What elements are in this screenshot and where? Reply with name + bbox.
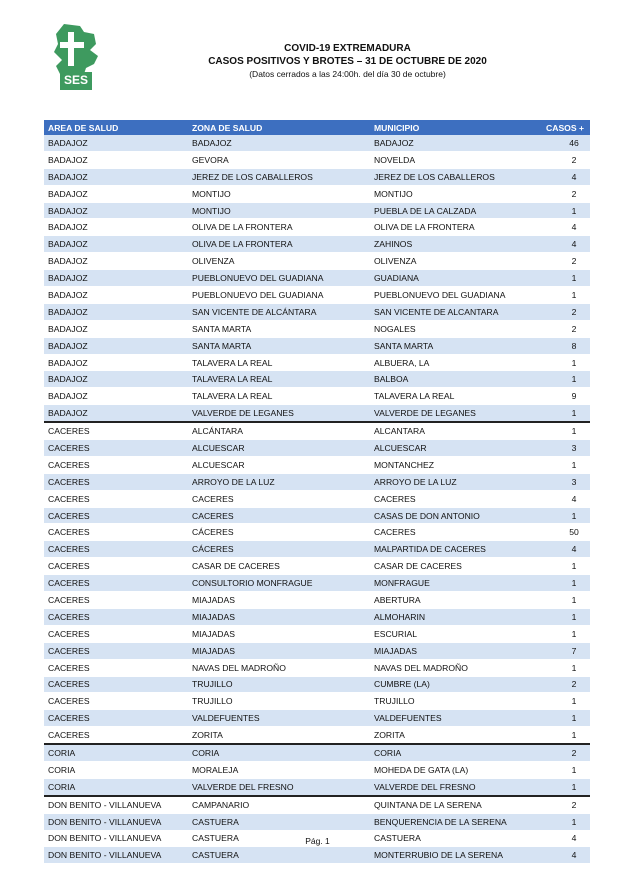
cell-area: CACERES — [44, 710, 188, 727]
cell-zona: BADAJOZ — [188, 135, 370, 151]
table-row — [44, 320, 590, 337]
cell-casos: 1 — [540, 727, 590, 744]
cell-casos: 1 — [540, 710, 590, 727]
cell-zona: CACERES — [188, 490, 370, 507]
cell-zona: SANTA MARTA — [188, 320, 370, 337]
cell-zona: VALVERDE DE LEGANES — [188, 405, 370, 422]
cell-municipio: CASAS DE DON ANTONIO — [370, 507, 540, 524]
column-header-casos: CASOS + — [540, 120, 590, 135]
cell-area: BADAJOZ — [44, 219, 188, 236]
cell-municipio: VALVERDE DEL FRESNO — [370, 778, 540, 795]
cell-area: BADAJOZ — [44, 253, 188, 270]
cell-zona: CORIA — [188, 744, 370, 761]
cell-zona: GEVORA — [188, 151, 370, 168]
cell-municipio: SANTA MARTA — [370, 337, 540, 354]
cell-zona: CONSULTORIO MONFRAGUE — [188, 575, 370, 592]
column-header-area: AREA DE SALUD — [44, 120, 188, 135]
table-row — [44, 236, 590, 253]
cell-area: CACERES — [44, 727, 188, 744]
cell-zona: ALCÁNTARA — [188, 422, 370, 439]
cell-municipio: MONTANCHEZ — [370, 456, 540, 473]
cell-zona: TALAVERA LA REAL — [188, 354, 370, 371]
cell-casos: 1 — [540, 270, 590, 287]
table-row — [44, 135, 590, 151]
cell-municipio: ALCANTARA — [370, 422, 540, 439]
table-row — [44, 847, 590, 864]
cell-area: CACERES — [44, 575, 188, 592]
cell-casos: 4 — [540, 541, 590, 558]
cell-area: BADAJOZ — [44, 303, 188, 320]
cell-zona: PUEBLONUEVO DEL GUADIANA — [188, 270, 370, 287]
table-row — [44, 168, 590, 185]
cell-area: BADAJOZ — [44, 185, 188, 202]
cell-casos: 1 — [540, 405, 590, 422]
table-row — [44, 440, 590, 457]
cell-municipio: MONFRAGUE — [370, 575, 540, 592]
cell-casos: 2 — [540, 676, 590, 693]
table-row — [44, 303, 590, 320]
cell-casos: 1 — [540, 625, 590, 642]
cell-area: BADAJOZ — [44, 287, 188, 304]
cell-area: BADAJOZ — [44, 270, 188, 287]
cell-zona: CÁCERES — [188, 541, 370, 558]
table-row — [44, 151, 590, 168]
cell-casos: 9 — [540, 388, 590, 405]
cell-zona: VALDEFUENTES — [188, 710, 370, 727]
cell-area: CACERES — [44, 440, 188, 457]
cell-zona: CASAR DE CACERES — [188, 558, 370, 575]
cell-area: CACERES — [44, 592, 188, 609]
ses-logo — [50, 22, 102, 94]
cell-casos: 4 — [540, 830, 590, 847]
cell-area: DON BENITO - VILLANUEVA — [44, 813, 188, 830]
cell-casos: 1 — [540, 287, 590, 304]
cell-casos: 4 — [540, 847, 590, 864]
cell-municipio: ALCUESCAR — [370, 440, 540, 457]
table-row — [44, 693, 590, 710]
cell-casos: 2 — [540, 320, 590, 337]
cell-zona: ZORITA — [188, 727, 370, 744]
cell-zona: CACERES — [188, 507, 370, 524]
cell-casos: 8 — [540, 337, 590, 354]
table-row — [44, 253, 590, 270]
cell-area: DON BENITO - VILLANUEVA — [44, 796, 188, 813]
table-row — [44, 813, 590, 830]
cell-casos: 1 — [540, 202, 590, 219]
cell-area: BADAJOZ — [44, 405, 188, 422]
table-row — [44, 575, 590, 592]
cell-zona: NAVAS DEL MADROÑO — [188, 659, 370, 676]
cell-casos: 1 — [540, 575, 590, 592]
table-row — [44, 710, 590, 727]
cell-zona: SANTA MARTA — [188, 337, 370, 354]
cell-area: CACERES — [44, 676, 188, 693]
cell-municipio: GUADIANA — [370, 270, 540, 287]
table-row — [44, 796, 590, 813]
cell-municipio: SAN VICENTE DE ALCANTARA — [370, 303, 540, 320]
cell-area: CACERES — [44, 473, 188, 490]
cell-area: BADAJOZ — [44, 388, 188, 405]
table-row — [44, 625, 590, 642]
cell-municipio: PUEBLONUEVO DEL GUADIANA — [370, 287, 540, 304]
cell-zona: MIAJADAS — [188, 592, 370, 609]
cell-zona: MONTIJO — [188, 185, 370, 202]
cell-area: BADAJOZ — [44, 151, 188, 168]
cell-area: CACERES — [44, 642, 188, 659]
cell-municipio: NAVAS DEL MADROÑO — [370, 659, 540, 676]
cell-casos: 1 — [540, 693, 590, 710]
cell-casos: 1 — [540, 354, 590, 371]
cell-zona: OLIVENZA — [188, 253, 370, 270]
table-row — [44, 608, 590, 625]
cell-zona: CAMPANARIO — [188, 796, 370, 813]
cell-area: CACERES — [44, 422, 188, 439]
table-row — [44, 405, 590, 422]
cell-area: BADAJOZ — [44, 236, 188, 253]
cell-casos: 1 — [540, 778, 590, 795]
cell-area: CORIA — [44, 744, 188, 761]
table-row — [44, 558, 590, 575]
cell-municipio: ABERTURA — [370, 592, 540, 609]
table-row — [44, 270, 590, 287]
cell-municipio: ZAHINOS — [370, 236, 540, 253]
table-row — [44, 354, 590, 371]
cell-casos: 2 — [540, 253, 590, 270]
cell-municipio: MOHEDA DE GATA (LA) — [370, 761, 540, 778]
cell-area: CACERES — [44, 541, 188, 558]
document-subtitle: CASOS POSITIVOS Y BROTES – 31 DE OCTUBRE DE 2020 — [208, 56, 487, 67]
cell-area: BADAJOZ — [44, 168, 188, 185]
cell-zona: VALVERDE DEL FRESNO — [188, 778, 370, 795]
cell-zona: TRUJILLO — [188, 693, 370, 710]
cell-zona: MIAJADAS — [188, 608, 370, 625]
cell-zona: MONTIJO — [188, 202, 370, 219]
cell-area: BADAJOZ — [44, 320, 188, 337]
cell-municipio: ARROYO DE LA LUZ — [370, 473, 540, 490]
cell-municipio: MONTERRUBIO DE LA SERENA — [370, 847, 540, 864]
cell-casos: 1 — [540, 592, 590, 609]
table-row — [44, 202, 590, 219]
cell-zona: TALAVERA LA REAL — [188, 371, 370, 388]
cell-area: BADAJOZ — [44, 371, 188, 388]
cell-municipio: ZORITA — [370, 727, 540, 744]
cell-zona: OLIVA DE LA FRONTERA — [188, 236, 370, 253]
cell-casos: 1 — [540, 558, 590, 575]
cell-area: CACERES — [44, 456, 188, 473]
cell-area: BADAJOZ — [44, 202, 188, 219]
table-row — [44, 507, 590, 524]
cell-casos: 7 — [540, 642, 590, 659]
cell-municipio: CASTUERA — [370, 830, 540, 847]
cell-casos: 2 — [540, 744, 590, 761]
cell-area: BADAJOZ — [44, 354, 188, 371]
table-row — [44, 524, 590, 541]
cell-area: BADAJOZ — [44, 135, 188, 151]
cell-municipio: CORIA — [370, 744, 540, 761]
cell-municipio: NOVELDA — [370, 151, 540, 168]
table-row — [44, 541, 590, 558]
cell-casos: 4 — [540, 236, 590, 253]
table-row — [44, 676, 590, 693]
document-header — [180, 42, 515, 80]
table-header-row — [44, 120, 590, 135]
cell-municipio: MALPARTIDA DE CACERES — [370, 541, 540, 558]
cell-municipio: OLIVENZA — [370, 253, 540, 270]
cell-zona: CASTUERA — [188, 813, 370, 830]
cell-casos: 4 — [540, 490, 590, 507]
column-header-municipio: MUNICIPIO — [370, 120, 540, 135]
cell-zona: ALCUESCAR — [188, 440, 370, 457]
table-row — [44, 659, 590, 676]
cell-municipio: MONTIJO — [370, 185, 540, 202]
page-number: Pág. 1 — [305, 836, 330, 846]
table-row — [44, 778, 590, 795]
cell-municipio: CACERES — [370, 524, 540, 541]
cell-area: DON BENITO - VILLANUEVA — [44, 847, 188, 864]
cell-municipio: VALDEFUENTES — [370, 710, 540, 727]
cell-municipio: NOGALES — [370, 320, 540, 337]
cell-zona: MIAJADAS — [188, 642, 370, 659]
cell-casos: 4 — [540, 168, 590, 185]
cell-municipio: BADAJOZ — [370, 135, 540, 151]
table-row — [44, 219, 590, 236]
cell-casos: 2 — [540, 185, 590, 202]
cell-casos: 4 — [540, 219, 590, 236]
cell-area: CORIA — [44, 761, 188, 778]
cell-zona: CASTUERA — [188, 830, 370, 847]
table-row — [44, 371, 590, 388]
column-header-zona: ZONA DE SALUD — [188, 120, 370, 135]
cell-zona: SAN VICENTE DE ALCÁNTARA — [188, 303, 370, 320]
table-row — [44, 456, 590, 473]
cell-municipio: OLIVA DE LA FRONTERA — [370, 219, 540, 236]
cell-zona: JEREZ DE LOS CABALLEROS — [188, 168, 370, 185]
cell-municipio: QUINTANA DE LA SERENA — [370, 796, 540, 813]
cell-area: CACERES — [44, 625, 188, 642]
table-body — [44, 135, 590, 864]
cell-area: DON BENITO - VILLANUEVA — [44, 830, 188, 847]
cell-area: CORIA — [44, 778, 188, 795]
cell-municipio: PUEBLA DE LA CALZADA — [370, 202, 540, 219]
cell-area: CACERES — [44, 524, 188, 541]
cell-casos: 1 — [540, 761, 590, 778]
table-row — [44, 287, 590, 304]
extremadura-map-shape — [54, 24, 98, 74]
cell-casos: 3 — [540, 440, 590, 457]
table-row — [44, 642, 590, 659]
table-row — [44, 185, 590, 202]
document-title: COVID-19 EXTREMADURA — [284, 43, 411, 54]
cell-casos: 1 — [540, 608, 590, 625]
cell-casos: 3 — [540, 473, 590, 490]
cell-municipio: BALBOA — [370, 371, 540, 388]
table-row — [44, 592, 590, 609]
cell-zona: TRUJILLO — [188, 676, 370, 693]
cell-municipio: TRUJILLO — [370, 693, 540, 710]
cell-casos: 1 — [540, 813, 590, 830]
cell-municipio: CACERES — [370, 490, 540, 507]
cell-municipio: TALAVERA LA REAL — [370, 388, 540, 405]
table-row — [44, 422, 590, 439]
logo-text: SES — [63, 73, 88, 87]
cell-casos: 1 — [540, 659, 590, 676]
cell-municipio: VALVERDE DE LEGANES — [370, 405, 540, 422]
cell-zona: TALAVERA LA REAL — [188, 388, 370, 405]
cell-area: CACERES — [44, 608, 188, 625]
cell-casos: 1 — [540, 456, 590, 473]
cell-area: CACERES — [44, 507, 188, 524]
cell-municipio: BENQUERENCIA DE LA SERENA — [370, 813, 540, 830]
cell-zona: MIAJADAS — [188, 625, 370, 642]
cell-casos: 1 — [540, 507, 590, 524]
table-row — [44, 727, 590, 744]
cell-zona: OLIVA DE LA FRONTERA — [188, 219, 370, 236]
cases-table — [44, 120, 590, 864]
cell-municipio: CASAR DE CACERES — [370, 558, 540, 575]
table-row — [44, 761, 590, 778]
cell-area: CACERES — [44, 693, 188, 710]
cell-zona: CASTUERA — [188, 847, 370, 864]
cell-casos: 1 — [540, 422, 590, 439]
cell-municipio: MIAJADAS — [370, 642, 540, 659]
cell-zona: PUEBLONUEVO DEL GUADIANA — [188, 287, 370, 304]
cell-casos: 46 — [540, 135, 590, 151]
cell-casos: 50 — [540, 524, 590, 541]
cell-area: CACERES — [44, 490, 188, 507]
table-row — [44, 337, 590, 354]
cell-casos: 1 — [540, 371, 590, 388]
cell-casos: 2 — [540, 796, 590, 813]
table-row — [44, 490, 590, 507]
cell-area: BADAJOZ — [44, 337, 188, 354]
table-row — [44, 473, 590, 490]
cell-zona: CÁCERES — [188, 524, 370, 541]
cell-zona: MORALEJA — [188, 761, 370, 778]
cell-area: CACERES — [44, 558, 188, 575]
cell-municipio: ALBUERA, LA — [370, 354, 540, 371]
document-note: (Datos cerrados a las 24:00h. del día 30 de octubre) — [249, 69, 446, 79]
cell-zona: ARROYO DE LA LUZ — [188, 473, 370, 490]
table-row — [44, 744, 590, 761]
cell-municipio: JEREZ DE LOS CABALLEROS — [370, 168, 540, 185]
table-row — [44, 388, 590, 405]
cell-zona: ALCUESCAR — [188, 456, 370, 473]
cell-municipio: ESCURIAL — [370, 625, 540, 642]
cell-municipio: ALMOHARIN — [370, 608, 540, 625]
cell-area: CACERES — [44, 659, 188, 676]
cell-municipio: CUMBRE (LA) — [370, 676, 540, 693]
cell-casos: 2 — [540, 151, 590, 168]
cell-casos: 2 — [540, 303, 590, 320]
